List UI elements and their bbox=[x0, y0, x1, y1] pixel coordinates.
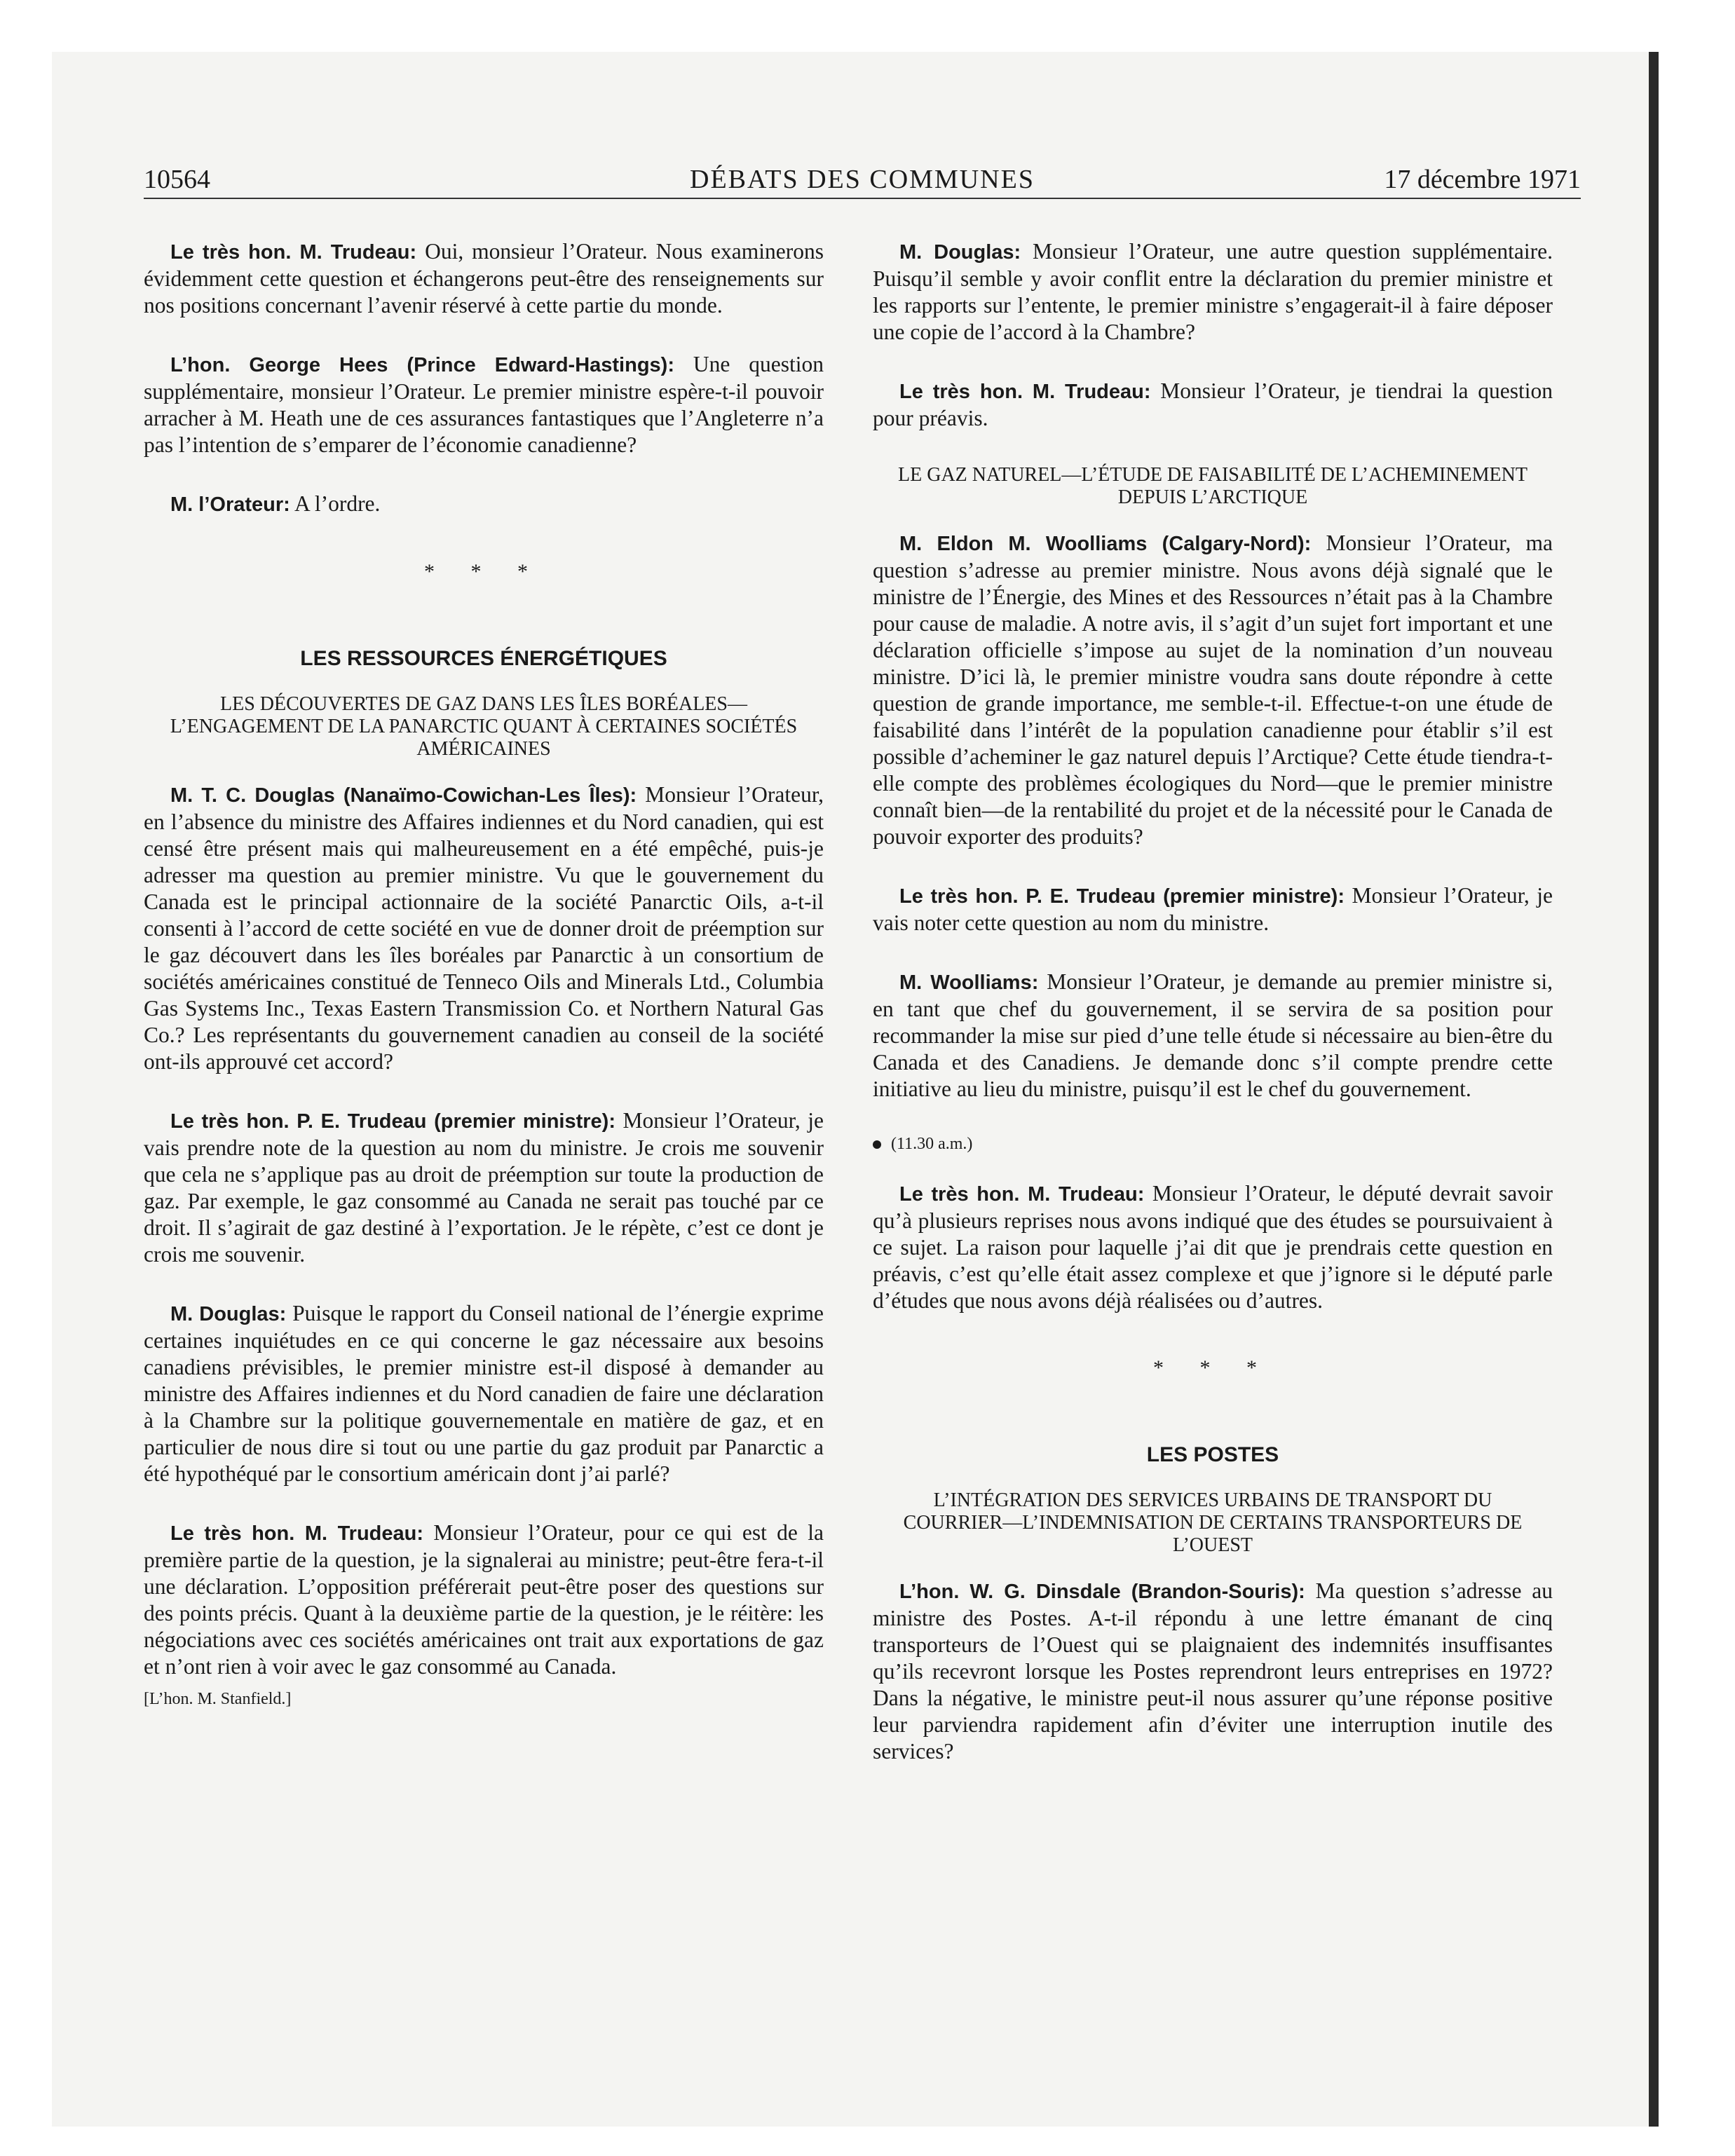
speech-text: Une question supplémentaire, monsieur l’Orateur. Le premier ministre espère-t-il pouvoir arracher à M. Heath une de ces assurances fantastiques que l’Angleterre n’a pas l’intention de s’emparer de l’économie canadienne? bbox=[144, 352, 824, 457]
section-separator: * * * bbox=[424, 560, 543, 583]
speaker-name: M. Woolliams: bbox=[899, 971, 1039, 994]
speech-paragraph bbox=[873, 238, 1553, 346]
speech-paragraph bbox=[873, 378, 1553, 432]
speech-text: Ma question s’adresse au ministre des Postes. A-t-il répondu à une lettre émanant de cinq transporteurs de l’Ouest qui se plaignaient des indemnités insuffisantes qu’ils recevront lorsque les Postes reprendront leurs entreprises en 1972? Dans la négative, le ministre peut-il nous assurer qu’une réponse positive leur parviendra rapidement afin d’éviter une interruption inutile des services? bbox=[873, 1578, 1553, 1763]
speaker-name: L’hon. George Hees (Prince Edward-Hastings): bbox=[170, 354, 674, 376]
speech-paragraph bbox=[873, 530, 1553, 850]
timestamp-text: (11.30 a.m.) bbox=[891, 1135, 973, 1153]
scan-edge-shadow bbox=[1649, 52, 1659, 2127]
section-separator: * * * bbox=[1153, 1356, 1272, 1379]
speech-text: Monsieur l’Orateur, pour ce qui est de la première partie de la question, je la signalerai au ministre; peut-être fera-t-il une déclaration. L’opposition préférerait peut-être poser des questions sur des points précis. Quant à la deuxième partie de la question, je le réitère: les négociations avec ces sociétés américaines ont trait aux exportations de gaz et n’ont rien à voir avec le gaz consommé au Canada. bbox=[144, 1520, 824, 1679]
page-header bbox=[144, 156, 1581, 199]
speaker-name: Le très hon. M. Trudeau: bbox=[899, 381, 1151, 403]
speaker-name: M. Eldon M. Woolliams (Calgary-Nord): bbox=[899, 533, 1312, 555]
speaker-name: Le très hon. M. Trudeau: bbox=[170, 241, 417, 264]
speaker-name: Le très hon. P. E. Trudeau (premier ministre): bbox=[170, 1110, 615, 1133]
speech-text: Monsieur l’Orateur, je vais prendre note de la question au nom du ministre. Je crois me souvenir que cela ne s’applique pas au droit de préemption sur toute la production de gaz. Par exemple, le gaz consommé au Canada ne serait pas touché par ce droit. Il s’agirait de gaz destiné à l’exportation. Je le répète, c’est ce dont je crois me souvenir. bbox=[144, 1108, 824, 1267]
section-heading: LES POSTES bbox=[1146, 1443, 1279, 1466]
speech-text: Puisque le rapport du Conseil national de l’énergie exprime certaines inquiétudes en ce qui concerne le gaz nécessaire aux besoins canadiens prévisibles, le premier ministre est-il disposé à demander au ministre des Affaires indiennes et du Nord canadien de faire une déclaration à la Chambre sur la politique gouvernementale en matière de gaz, et en particulier de nous dire si tout ou une partie du gaz produit par Panarctic a été hypothéqué par le consortium américain dont j’ai parlé? bbox=[144, 1301, 824, 1486]
section-heading: LES RESSOURCES ÉNERGÉTIQUES bbox=[300, 647, 667, 670]
left-column bbox=[144, 238, 824, 1709]
subsection-heading: L’INTÉGRATION DES SERVICES URBAINS DE TRANSPORT DU COURRIER—L’INDEMNISATION DE CERTAINS TRANSPORTEURS DE L’OUEST bbox=[903, 1489, 1523, 1556]
speech-paragraph bbox=[144, 351, 824, 458]
speech-paragraph bbox=[873, 882, 1553, 936]
right-column bbox=[873, 238, 1553, 1797]
subsection-heading: LES DÉCOUVERTES DE GAZ DANS LES ÎLES BORÉALES—L’ENGAGEMENT DE LA PANARCTIC QUANT À CERTAINES SOCIÉTÉS AMÉRICAINES bbox=[170, 693, 798, 760]
bullet-icon bbox=[873, 1140, 881, 1149]
speaker-name: M. T. C. Douglas (Nanaïmo-Cowichan-Les Îles): bbox=[170, 784, 637, 807]
publication-title: DÉBATS DES COMMUNES bbox=[690, 165, 1035, 194]
speaker-name: M. l’Orateur: bbox=[170, 493, 290, 516]
speech-text: Monsieur l’Orateur, une autre question supplémentaire. Puisqu’il semble y avoir conflit entre la déclaration du premier ministre et les rapports sur l’entente, le premier ministre s’engagerait-il à faire déposer une copie de l’accord à la Chambre? bbox=[873, 239, 1553, 344]
speech-text: Oui, monsieur l’Orateur. Nous examinerons évidemment cette question et échangerons peut-être des renseignements sur nos positions concernant l’avenir réservé à cette partie du monde. bbox=[144, 239, 824, 318]
speech-paragraph bbox=[144, 782, 824, 1075]
page-number: 10564 bbox=[144, 165, 210, 194]
speaker-name: M. Douglas: bbox=[899, 241, 1021, 264]
speaker-name: Le très hon. P. E. Trudeau (premier ministre): bbox=[899, 885, 1345, 908]
speech-paragraph bbox=[144, 491, 824, 518]
speech-paragraph bbox=[144, 1520, 824, 1680]
speaker-name: Le très hon. M. Trudeau: bbox=[170, 1522, 424, 1545]
speech-text: Monsieur l’Orateur, je vais noter cette question au nom du ministre. bbox=[873, 883, 1553, 935]
speech-text: Monsieur l’Orateur, ma question s’adresse au premier ministre. Nous avons déjà signalé que le ministre de l’Énergie, des Mines et des Ressources n’était pas à la Chambre pour cause de maladie. A notre avis, il s’agit d’un sujet fort important et une déclaration officielle s’impose au sujet de la nomination d’un nouveau ministre. D’ici là, le premier ministre voudra sans doute répondre à cette question de grande importance, me semble-t-il. Effectue-t-on une étude de faisabilité dans l’intérêt de la population canadienne pour établir s’il est possible d’acheminer le gaz naturel depuis l’Arctique? Cette étude tiendra-t-elle compte des problèmes écologiques du Nord—que le premier ministre connaît bien—de la rentabilité du projet et de la nécessité pour le Canada de pouvoir exporter des produits? bbox=[873, 531, 1553, 849]
speaker-name: Le très hon. M. Trudeau: bbox=[899, 1183, 1145, 1206]
speech-text: Monsieur l’Orateur, je tiendrai la question pour préavis. bbox=[873, 378, 1553, 430]
speech-paragraph bbox=[873, 1578, 1553, 1765]
speech-paragraph bbox=[873, 969, 1553, 1103]
speech-text: Monsieur l’Orateur, le député devrait savoir qu’à plusieurs reprises nous avons indiqué que des études se poursuivaient à ce sujet. La raison pour laquelle j’ai dit que je prendrais cette question en préavis, c’est qu’elle était assez complexe et que j’ignore si le député parle d’études que nous avons déjà réalisées ou d’autres. bbox=[873, 1181, 1553, 1313]
publication-date: 17 décembre 1971 bbox=[1384, 165, 1581, 194]
speech-paragraph bbox=[144, 1300, 824, 1487]
speech-text: A l’ordre. bbox=[290, 491, 381, 516]
subsection-heading: LE GAZ NATUREL—L’ÉTUDE DE FAISABILITÉ DE L’ACHEMINEMENT DEPUIS L’ARCTIQUE bbox=[898, 464, 1528, 508]
speaker-name: L’hon. W. G. Dinsdale (Brandon-Souris): bbox=[899, 1581, 1305, 1603]
speech-paragraph bbox=[873, 1180, 1553, 1314]
speech-text: Monsieur l’Orateur, je demande au premier ministre si, en tant que chef du gouvernement, il se servira de sa position pour recommander la mise sur pied d’une telle étude si nécessaire au bien-être du Canada et des Canadiens. Je demande donc s’il compte prendre cette initiative au lieu du ministre, puisqu’il est le chef du gouvernement. bbox=[873, 969, 1553, 1101]
continuation-footnote: [L’hon. M. Stanfield.] bbox=[144, 1690, 292, 1708]
speech-paragraph bbox=[144, 1107, 824, 1268]
speech-paragraph bbox=[144, 238, 824, 319]
timestamp bbox=[873, 1135, 1553, 1154]
speaker-name: M. Douglas: bbox=[170, 1303, 287, 1325]
speech-text: Monsieur l’Orateur, en l’absence du ministre des Affaires indiennes et du Nord canadien, qui est censé être présent mais qui malheureusement en a été empêché, puis-je adresser ma question au premier ministre. Vu que le gouvernement du Canada est le principal actionnaire de la société Panarctic Oils, a-t-il consenti à l’accord de cette société en vue de donner droit de préemption sur le gaz découvert dans les îles boréales par Panarctic à un consortium de sociétés américaines constitué de Tenneco Oils and Minerals Ltd., Columbia Gas Systems Inc., Texas Eastern Transmission Co. et Northern Natural Gas Co.? Les représentants du gouvernement canadien au conseil de la société ont-ils approuvé cet accord? bbox=[144, 782, 824, 1074]
